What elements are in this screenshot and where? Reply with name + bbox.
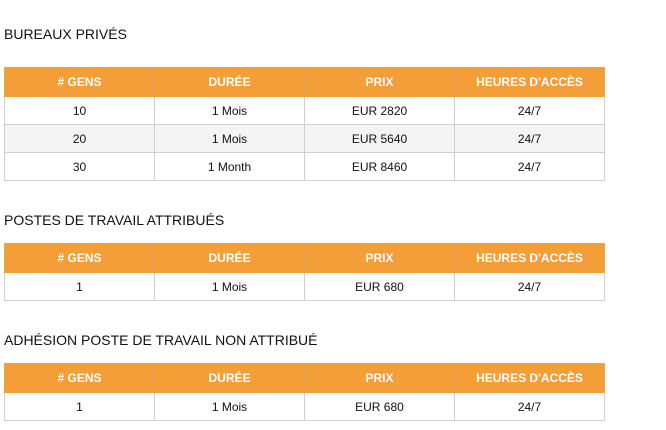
- column-header-access-hours: HEURES D'ACCÈS: [455, 244, 605, 273]
- column-header-duration: DURÉE: [155, 244, 305, 273]
- cell-duration: 1 Mois: [155, 97, 305, 125]
- cell-access-hours: 24/7: [455, 393, 605, 421]
- table-row: [5, 393, 605, 421]
- cell-duration: 1 Mois: [155, 393, 305, 421]
- table-row: [5, 97, 605, 125]
- column-header-people: # GENS: [5, 244, 155, 273]
- unassigned-desk-membership-table: [4, 363, 605, 421]
- cell-duration: 1 Mois: [155, 125, 305, 153]
- cell-price: EUR 680: [305, 273, 455, 301]
- section-title-unassigned-desk-membership: ADHÉSION POSTE DE TRAVAIL NON ATTRIBUÉ: [4, 332, 318, 348]
- cell-people: 30: [5, 153, 155, 181]
- cell-access-hours: 24/7: [455, 273, 605, 301]
- cell-people: 1: [5, 393, 155, 421]
- assigned-desks-table: [4, 243, 605, 301]
- cell-duration: 1 Mois: [155, 273, 305, 301]
- cell-price: EUR 8460: [305, 153, 455, 181]
- table-header-row: [5, 244, 605, 273]
- section-title-private-offices: BUREAUX PRIVÉS: [4, 26, 127, 42]
- table-header-row: [5, 364, 605, 393]
- private-offices-table: [4, 67, 605, 181]
- table-row: [5, 273, 605, 301]
- column-header-price: PRIX: [305, 244, 455, 273]
- cell-access-hours: 24/7: [455, 97, 605, 125]
- cell-access-hours: 24/7: [455, 125, 605, 153]
- cell-price: EUR 680: [305, 393, 455, 421]
- section-title-assigned-desks: POSTES DE TRAVAIL ATTRIBUÉS: [4, 212, 225, 228]
- table-row: [5, 125, 605, 153]
- cell-price: EUR 5640: [305, 125, 455, 153]
- cell-access-hours: 24/7: [455, 153, 605, 181]
- cell-duration: 1 Month: [155, 153, 305, 181]
- column-header-access-hours: HEURES D'ACCÈS: [455, 68, 605, 97]
- column-header-people: # GENS: [5, 364, 155, 393]
- cell-price: EUR 2820: [305, 97, 455, 125]
- column-header-people: # GENS: [5, 68, 155, 97]
- column-header-price: PRIX: [305, 364, 455, 393]
- column-header-duration: DURÉE: [155, 364, 305, 393]
- column-header-price: PRIX: [305, 68, 455, 97]
- cell-people: 1: [5, 273, 155, 301]
- table-row: [5, 153, 605, 181]
- cell-people: 10: [5, 97, 155, 125]
- column-header-duration: DURÉE: [155, 68, 305, 97]
- cell-people: 20: [5, 125, 155, 153]
- column-header-access-hours: HEURES D'ACCÈS: [455, 364, 605, 393]
- table-header-row: [5, 68, 605, 97]
